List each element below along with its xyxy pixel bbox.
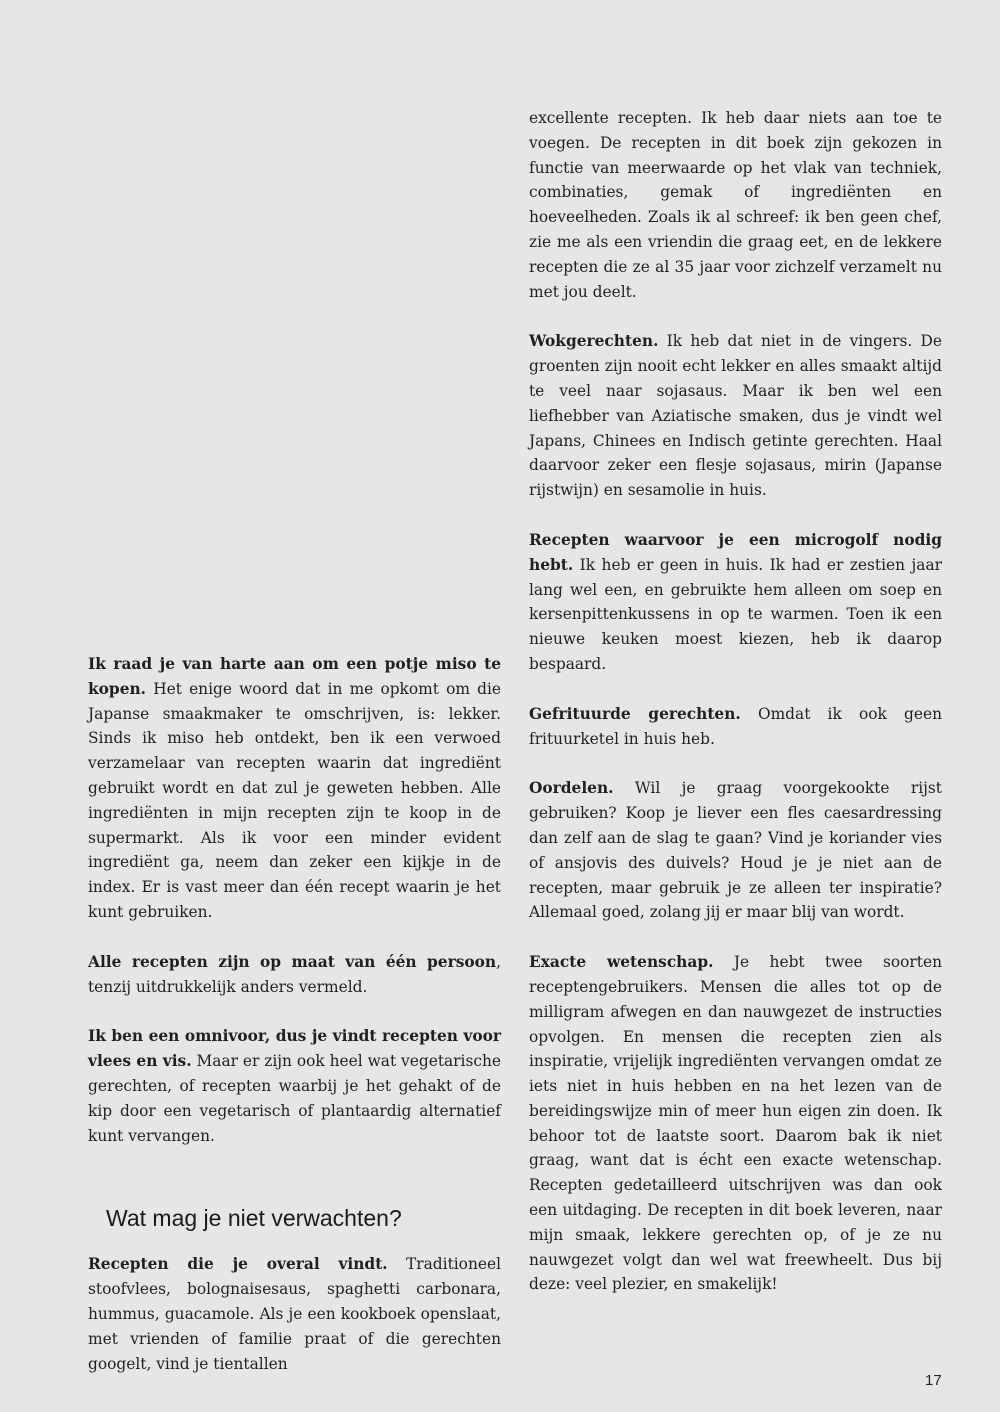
paragraph-lead: Alle recepten zijn op maat van één persoon bbox=[88, 952, 497, 971]
paragraph-lead: Oordelen. bbox=[529, 779, 614, 798]
left-column bbox=[88, 652, 501, 1401]
paragraph-lead: Gefrituurde gerechten. bbox=[529, 704, 741, 723]
page-number: 17 bbox=[925, 1372, 942, 1389]
paragraph: Ik raad je van harte aan om een potje miso te kopen. Het enige woord dat in me opkomt om die Japanse smaakmaker te omschrijven, is: lekker. Sinds ik miso heb ontdekt, ben ik een verwoed verzamelaar van recepten waarin dat ingrediënt gebruikt wordt en dat zul je geweten hebben. Alle ingrediënten in mijn recepten zijn te koop in de supermarkt. Als ik voor een minder evident ingrediënt ga, neem dan zeker een kijkje in de index. Er is vast meer dan één recept waarin je het kunt gebruiken. bbox=[88, 655, 501, 921]
paragraph: Ik ben een omnivoor, dus je vindt recepten voor vlees en vis. Maar er zijn ook heel wat vegetarische gerechten, of recepten waarbij je het gehakt of de kip door een vegetarisch of plantaardig alternatief kunt vervangen. bbox=[88, 1027, 501, 1145]
section-heading: Wat mag je niet verwachten? bbox=[106, 1205, 402, 1232]
paragraph: Gefrituurde gerechten. Omdat ik ook geen frituurketel in huis heb. bbox=[529, 704, 942, 748]
paragraph-lead: Recepten waarvoor je een microgolf nodig hebt. bbox=[529, 530, 942, 574]
paragraph: Exacte wetenschap. Je hebt twee soorten receptengebruikers. Mensen die alles tot op de milligram afwegen en dan nauwgezet de instructies opvolgen. En mensen die recepten zien als inspiratie, vrijelijk ingrediënten vervangen omdat ze iets niet in huis hebben en na het lezen van de bereidingswijze min of meer hun eigen zin doen. Ik behoor tot de laatste soort. Daarom bak ik niet graag, want dat is écht een exacte wetenschap. Recepten gedetailleerd uitschrijven was dan ook een uitdaging. De recepten in dit boek leveren, naar mijn smaak, lekkere gerechten op, of je ze nu nauwgezet volgt dan wel wat freewheelt. Dus bij deze: veel plezier, en smakelijk! bbox=[529, 953, 942, 1294]
paragraph-lead: Ik raad je van harte aan om een potje miso te kopen. bbox=[88, 655, 501, 698]
paragraph: Wokgerechten. Ik heb dat niet in de vingers. De groenten zijn nooit echt lekker en alles smaakt altijd te veel naar sojasaus. Maar ik ben wel een liefhebber van Aziatische smaken, dus je vindt wel Japans, Chinees en Indisch getinte gerechten. Haal daarvoor zeker een flesje sojasaus, mirin (Japanse rijstwijn) en sesamolie in huis. bbox=[529, 332, 942, 500]
paragraph-lead: Ik ben een omnivoor, dus je vindt recepten voor vlees en vis. bbox=[88, 1027, 501, 1071]
paragraph-lead: Recepten die je overal vindt. bbox=[88, 1255, 388, 1274]
paragraph: Recepten waarvoor je een microgolf nodig hebt. Ik heb er geen in huis. Ik had er zestien jaar lang wel een, en gebruikte hem alleen om soep en kersenpittenkussens in op te warmen. Toen ik een nieuwe keuken moest kiezen, heb ik daarop bespaard. bbox=[529, 530, 942, 673]
paragraph: Oordelen. Wil je graag voorgekookte rijst gebruiken? Koop je liever een fles caesardressing dan zelf aan de slag te gaan? Vind je koriander vies of ansjovis des duivels? Houd je je niet aan de recepten, maar gebruik je ze alleen ter inspiratie? Allemaal goed, zolang jij er maar blij van wordt. bbox=[529, 779, 942, 922]
paragraph: Alle recepten zijn op maat van één persoon, tenzij uitdrukkelijk anders vermeld. bbox=[88, 952, 501, 996]
paragraph-lead: Wokgerechten. bbox=[529, 332, 659, 351]
paragraph-lead: Exacte wetenschap. bbox=[529, 953, 714, 972]
right-column bbox=[529, 106, 942, 1322]
paragraph: excellente recepten. Ik heb daar niets aan toe te voegen. De recepten in dit boek zijn gekozen in functie van meerwaarde op het vlak van techniek, combinaties, gemak of ingrediënten en hoeveelheden. Zoals ik al schreef: ik ben geen chef, zie me als een vriendin die graag eet, en de lekkere recepten die ze al 35 jaar voor zichzelf verzamelt nu met jou deelt. bbox=[529, 109, 942, 301]
paragraph: Recepten die je overal vindt. Traditioneel stoofvlees, bolognaisesaus, spaghetti carbonara, hummus, guacamole. Als je een kookboek openslaat, met vrienden of familie praat of die gerechten googelt, vind je tientallen bbox=[88, 1255, 501, 1373]
